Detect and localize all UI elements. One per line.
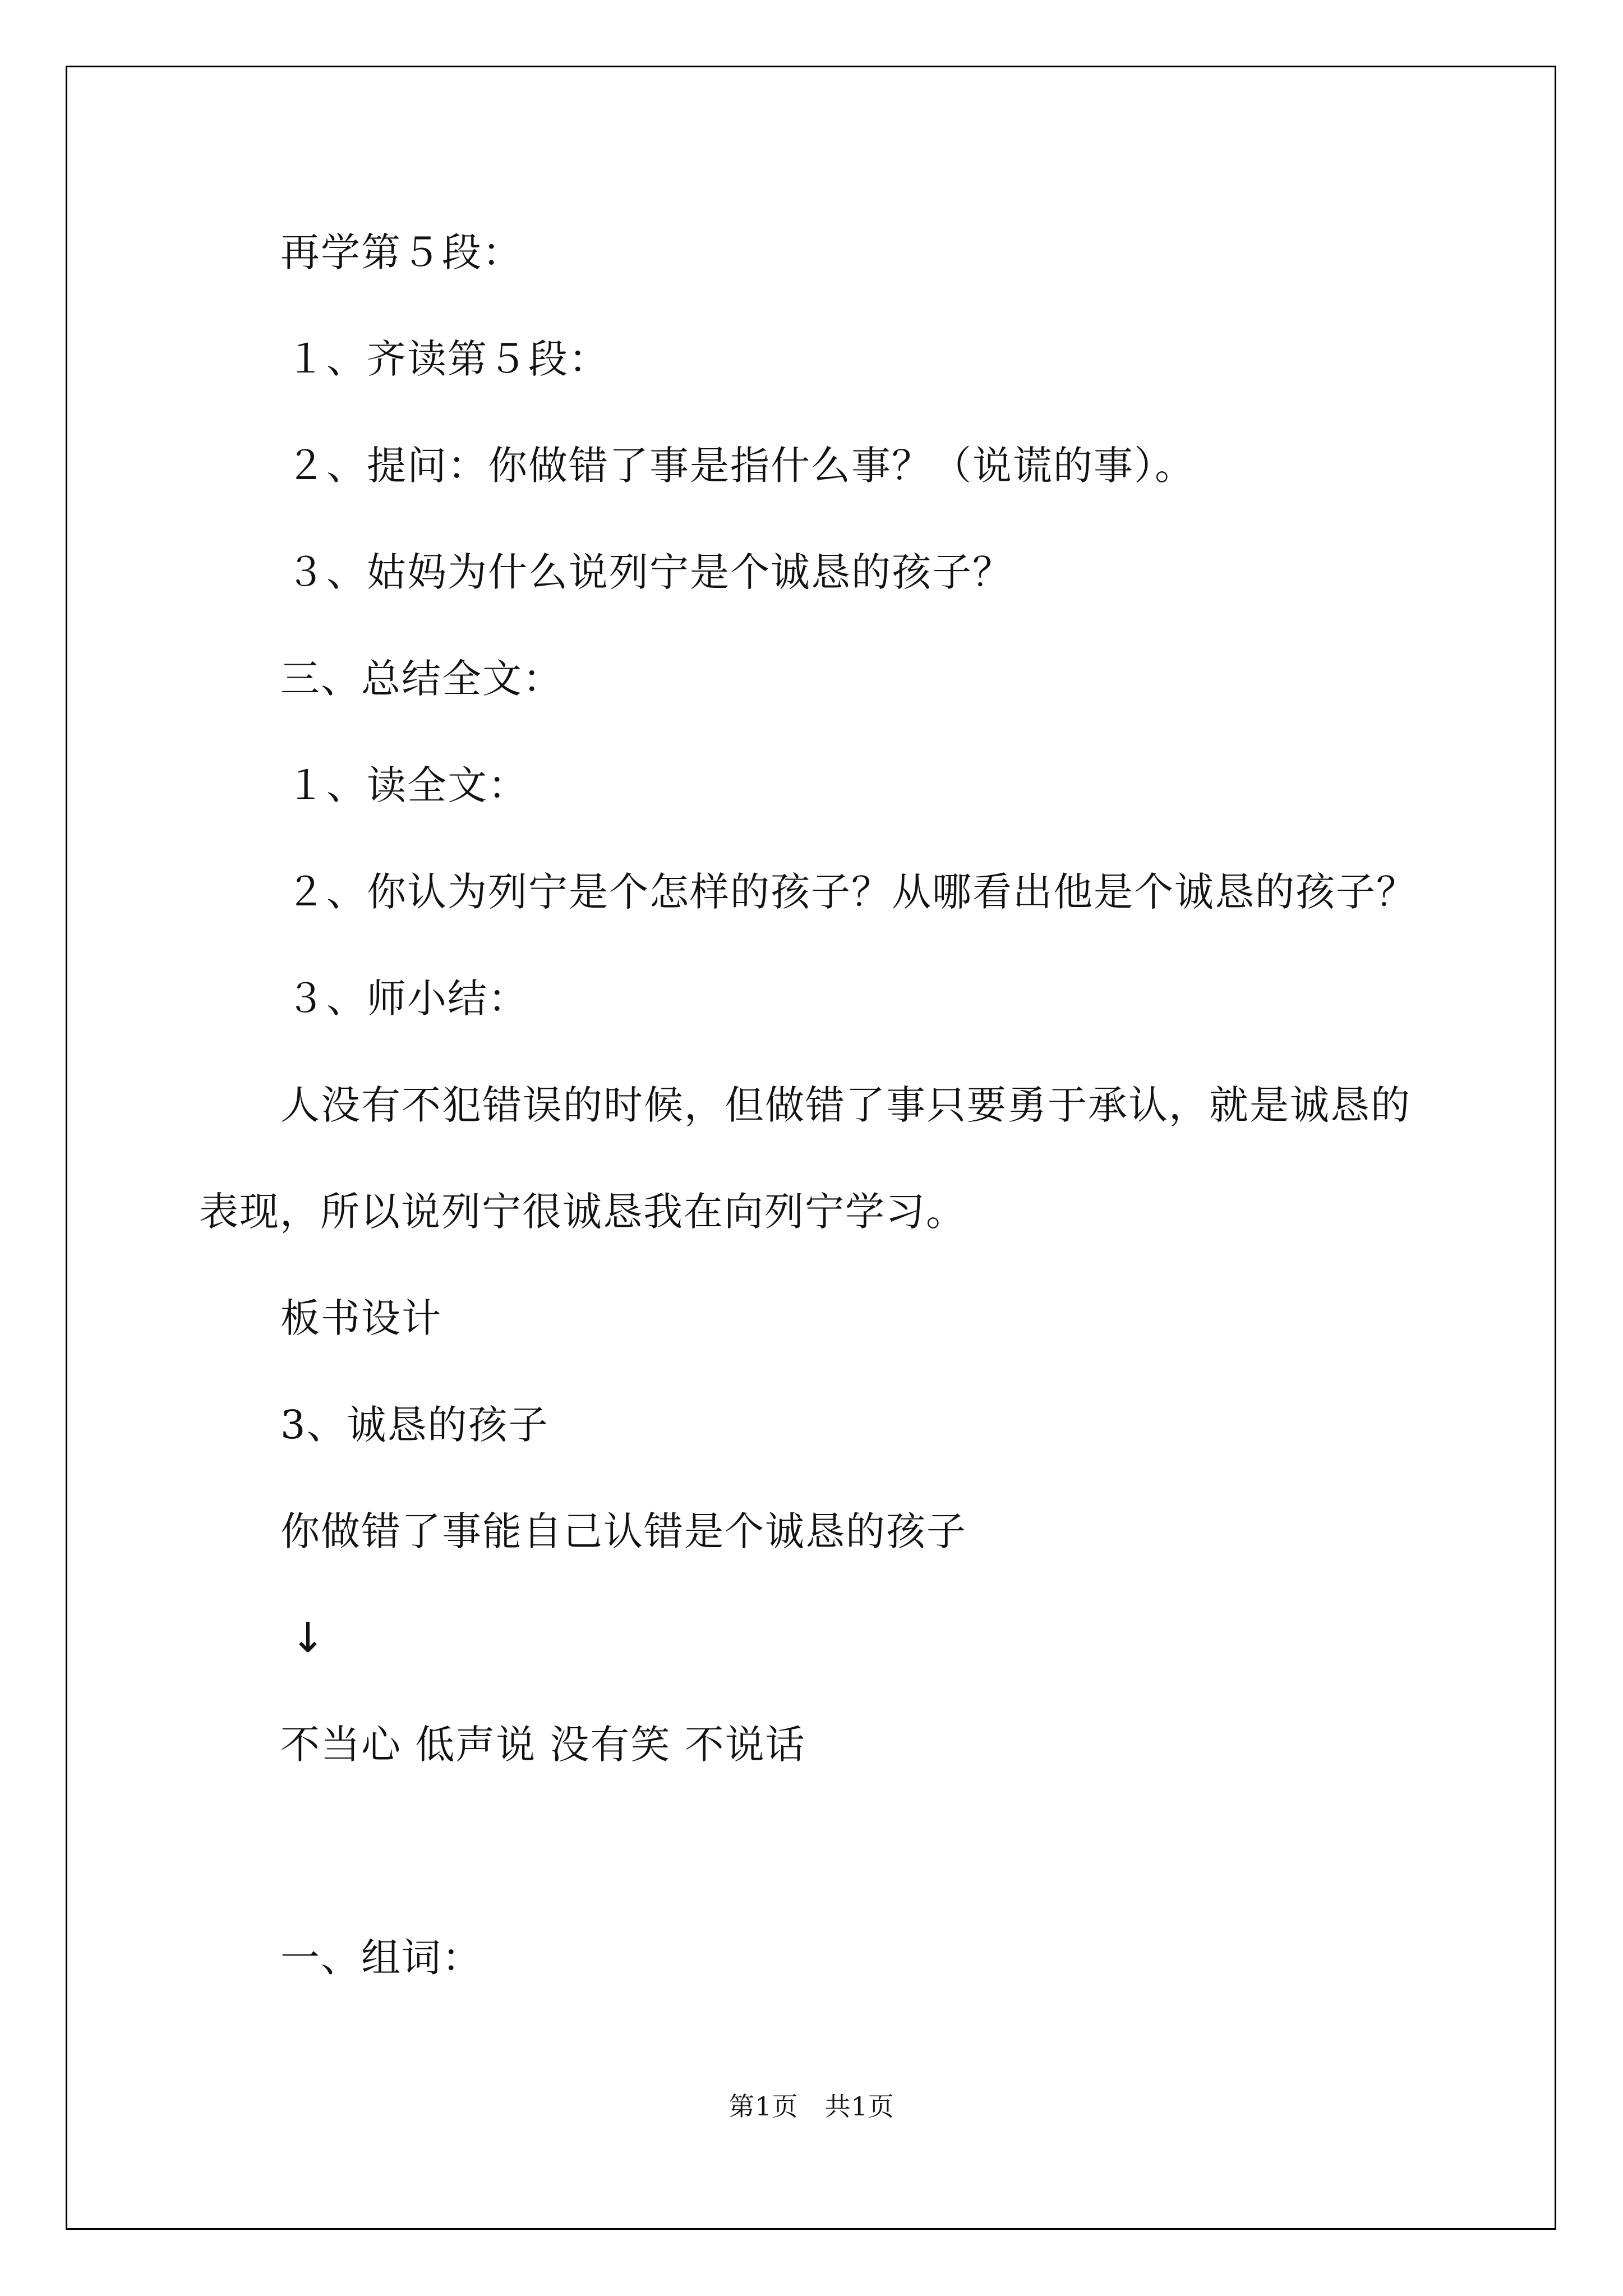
paragraph-line: 再学第５段： — [280, 229, 523, 275]
paragraph-line: ２、提问：你做错了事是指什么事？（说谎的事）。 — [286, 443, 1195, 489]
section-heading: 三、总结全文： — [280, 656, 563, 702]
paragraph-line: 3、诚恳的孩子 — [280, 1402, 549, 1448]
section-heading: 板书设计 — [280, 1295, 442, 1341]
paragraph-line: ３、师小结： — [286, 976, 528, 1022]
paragraph-line: 不当心 低声说 没有笑 不说话 — [280, 1722, 806, 1768]
paragraph-line: 人没有不犯错误的时候，但做错了事只要勇于承认，就是诚恳的 — [280, 1082, 1411, 1128]
page-border — [66, 66, 1556, 2230]
paragraph-line: 表现，所以说列宁很诚恳我在向列宁学习。 — [199, 1189, 966, 1235]
section-heading: 一、组词： — [280, 1935, 482, 1981]
paragraph-line: ２、你认为列宁是个怎样的孩子？从哪看出他是个诚恳的孩子？ — [286, 869, 1417, 915]
down-arrow-icon: ↓ — [291, 1614, 326, 1662]
paragraph-line: 你做错了事能自己认错是个诚恳的孩子 — [280, 1508, 967, 1554]
paragraph-line: ３、姑妈为什么说列宁是个诚恳的孩子？ — [286, 549, 1013, 595]
page-footer: 第1页 共1页 — [728, 2091, 895, 2122]
paragraph-line: １、齐读第５段： — [286, 336, 609, 382]
paragraph-line: １、读全文： — [286, 762, 528, 808]
